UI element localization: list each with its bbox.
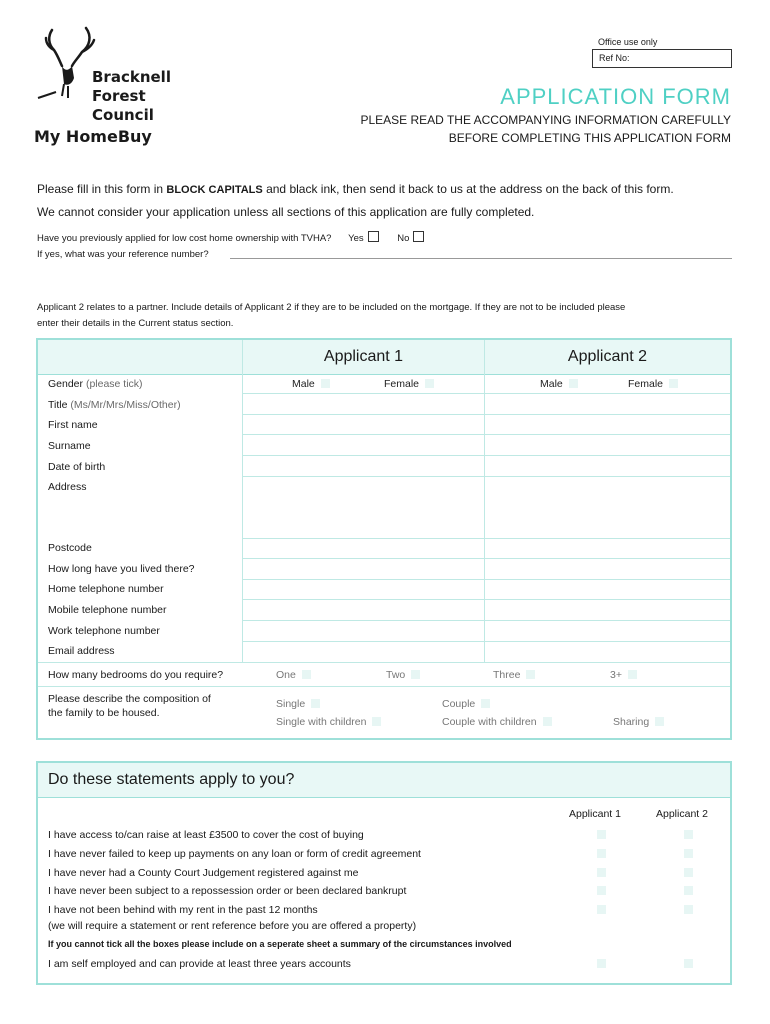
previous-application-text: Have you previously applied for low cost home ownership with TVHA? [37, 233, 332, 244]
applicant-1-female[interactable]: Female [384, 378, 434, 390]
email-label: Email address [48, 645, 115, 657]
intro-line-1-pre: Please fill in this form in [37, 182, 167, 196]
intro-line-2: We cannot consider your application unless all sections of this application are fully completed. [37, 205, 535, 219]
rent-note: (we will require a statement or rent reference before you are offered a property) [48, 920, 417, 932]
intro-line-1-bold: BLOCK CAPITALS [166, 184, 263, 196]
statement-3: I have never had a County Court Judgement registered against me [48, 867, 359, 879]
circumstances-note: If you cannot tick all the boxes please include on a seperate sheet a summary of the circumstances involved [48, 939, 512, 949]
form-subtitle-1: PLEASE READ THE ACCOMPANYING INFORMATION CAREFULLY [360, 113, 731, 127]
ref-number-label: Ref No: [599, 53, 630, 63]
previous-application-question [37, 231, 424, 244]
statement-1: I have access to/can raise at least £3500 to cover the cost of buying [48, 829, 364, 841]
statement-3-applicant-2-checkbox[interactable] [684, 868, 693, 877]
bedrooms-three[interactable]: Three [493, 669, 535, 681]
mobile-phone-label: Mobile telephone number [48, 604, 167, 616]
statement-5-applicant-2-checkbox[interactable] [684, 905, 693, 914]
logo-line-3: Council [92, 106, 154, 124]
family-couple[interactable]: Couple [442, 698, 490, 710]
statement-5-applicant-1-checkbox[interactable] [597, 905, 606, 914]
title-label: Title (Ms/Mr/Mrs/Miss/Other) [48, 399, 181, 411]
family-sharing[interactable]: Sharing [613, 716, 664, 728]
address-label: Address [48, 481, 87, 493]
family-single-with-children[interactable]: Single with children [276, 716, 381, 728]
bedrooms-3plus[interactable]: 3+ [610, 669, 637, 681]
statement-4-applicant-1-checkbox[interactable] [597, 886, 606, 895]
bedrooms-two[interactable]: Two [386, 669, 420, 681]
bedrooms-one[interactable]: One [276, 669, 311, 681]
statements-panel [36, 761, 732, 985]
statements-heading: Do these statements apply to you? [48, 771, 295, 788]
logo-line-1: Bracknell [92, 68, 171, 86]
logo-line-2: Forest [92, 87, 146, 105]
intro-line-1 [37, 182, 674, 196]
ref-number-box[interactable] [592, 49, 732, 68]
logo-tagline: My HomeBuy [34, 127, 152, 146]
applicant-2-female[interactable]: Female [628, 378, 678, 390]
no-label: No [397, 233, 410, 244]
self-employed-statement: I am self employed and can provide at least three years accounts [48, 958, 351, 970]
yes-label: Yes [348, 233, 364, 244]
postcode-label: Postcode [48, 542, 92, 554]
applicant-1-male[interactable]: Male [292, 378, 330, 390]
applicant-1-header: Applicant 1 [323, 348, 404, 365]
applicant-2-header: Applicant 2 [567, 348, 648, 365]
office-use-label: Office use only [598, 37, 658, 47]
statement-2-applicant-2-checkbox[interactable] [684, 849, 693, 858]
applicants-table [36, 338, 732, 740]
first-name-label: First name [48, 419, 98, 431]
statement-1-applicant-1-checkbox[interactable] [597, 830, 606, 839]
form-title: APPLICATION FORM [500, 84, 731, 109]
self-employed-applicant-2-checkbox[interactable] [684, 959, 693, 968]
applicant-note-2: enter their details in the Current status section. [37, 318, 234, 329]
gender-label: Gender (please tick) [48, 378, 143, 390]
family-label-2: the family to be housed. [48, 707, 160, 719]
home-phone-label: Home telephone number [48, 583, 164, 595]
reference-number-field[interactable] [230, 258, 732, 259]
intro-line-1-post: and black ink, then send it back to us at the address on the back of this form. [262, 182, 674, 196]
family-couple-with-children[interactable]: Couple with children [442, 716, 552, 728]
statement-2-applicant-1-checkbox[interactable] [597, 849, 606, 858]
work-phone-label: Work telephone number [48, 625, 160, 637]
reference-question: If yes, what was your reference number? [37, 249, 209, 260]
form-subtitle-2: BEFORE COMPLETING THIS APPLICATION FORM [448, 131, 731, 145]
time-at-address-label: How long have you lived there? [48, 563, 195, 575]
statements-applicant-2-header: Applicant 2 [656, 808, 708, 820]
applicant-2-male[interactable]: Male [540, 378, 578, 390]
surname-label: Surname [48, 440, 91, 452]
statement-2: I have never failed to keep up payments on any loan or form of credit agreement [48, 848, 421, 860]
statement-3-applicant-1-checkbox[interactable] [597, 868, 606, 877]
family-single[interactable]: Single [276, 698, 320, 710]
date-of-birth-label: Date of birth [48, 461, 106, 473]
self-employed-applicant-1-checkbox[interactable] [597, 959, 606, 968]
statement-4-applicant-2-checkbox[interactable] [684, 886, 693, 895]
family-label-1: Please describe the composition of [48, 693, 211, 705]
statement-1-applicant-2-checkbox[interactable] [684, 830, 693, 839]
applicant-note-1: Applicant 2 relates to a partner. Include details of Applicant 2 if they are to be included on the mortgage. If they are not to be included please [37, 302, 626, 313]
statements-applicant-1-header: Applicant 1 [569, 808, 621, 820]
no-checkbox[interactable] [413, 231, 424, 242]
statement-5: I have not been behind with my rent in the past 12 months [48, 904, 318, 916]
yes-checkbox[interactable] [368, 231, 379, 242]
statement-4: I have never been subject to a repossession order or been declared bankrupt [48, 885, 407, 897]
bedrooms-label: How many bedrooms do you require? [48, 669, 224, 681]
